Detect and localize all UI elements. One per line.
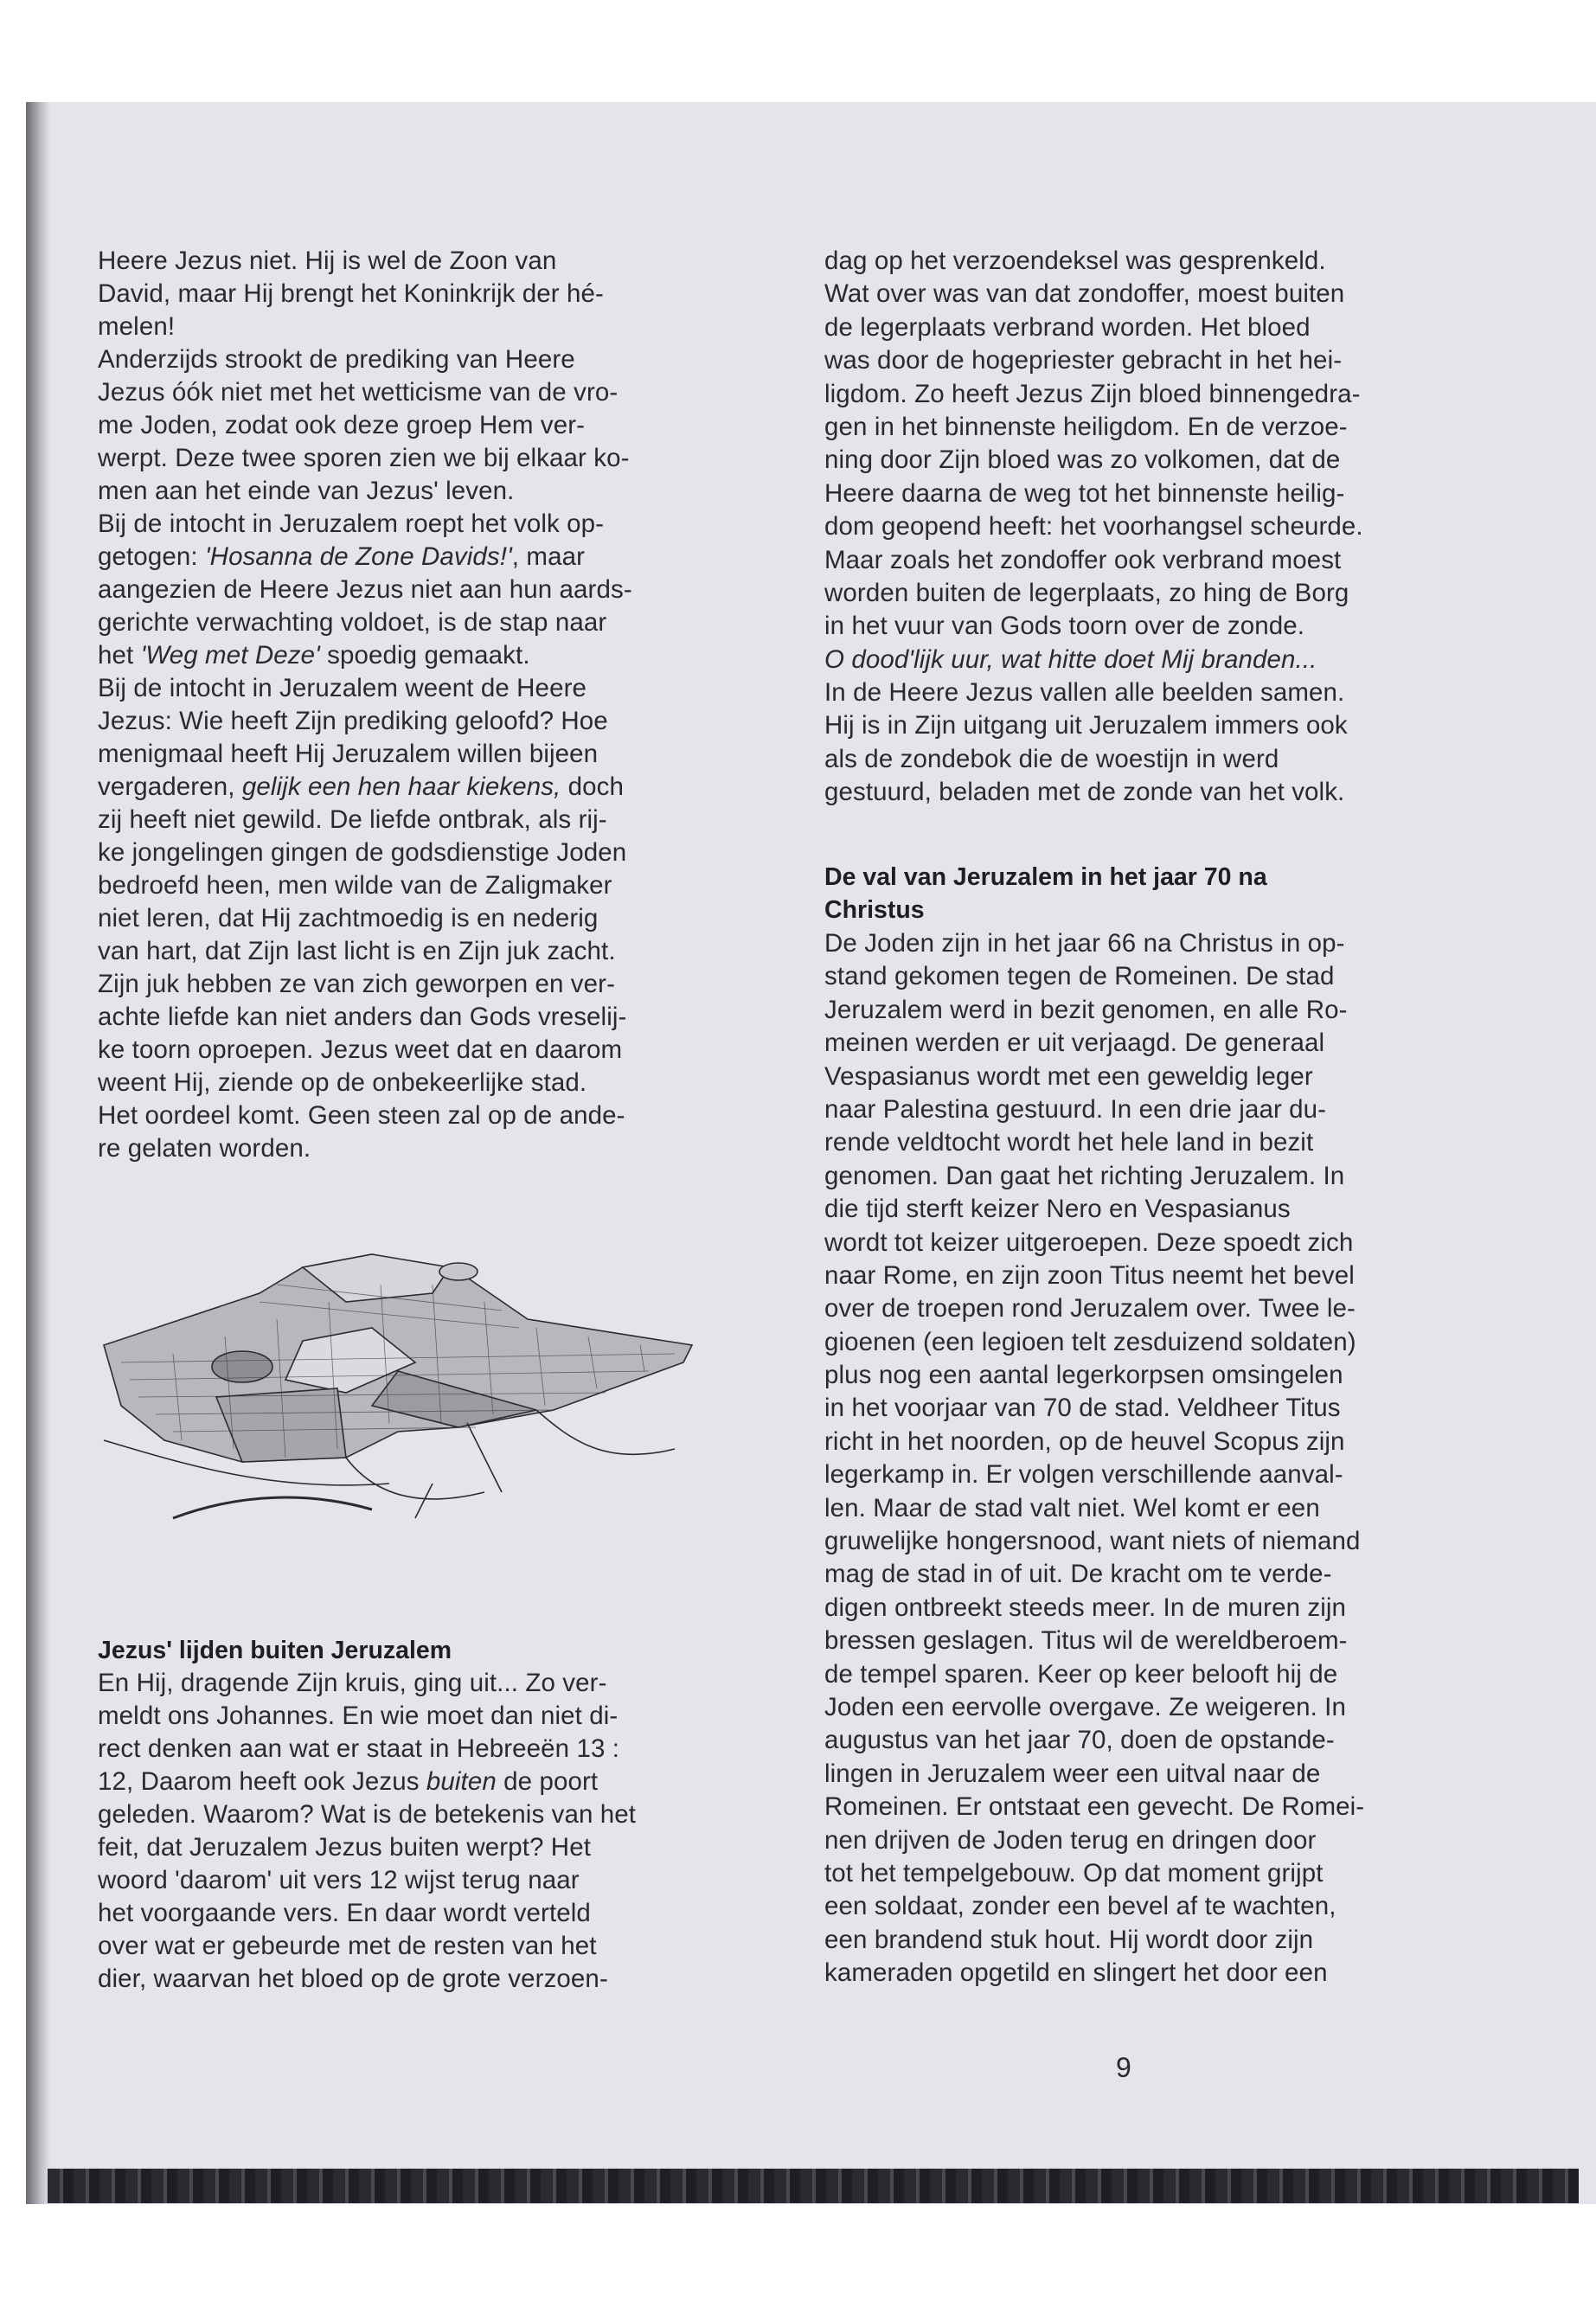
text-line: gruwelijke hongersnood, want niets of niemand — [824, 1527, 1361, 1556]
text-line: woord 'daarom' uit vers 12 wijst terug naar — [98, 1866, 580, 1894]
text-line: gen in het binnenste heiligdom. En de verzoe- — [824, 412, 1348, 441]
text-line: bressen geslagen. Titus wil de wereldberoem- — [824, 1626, 1348, 1656]
text-line: Heere Jezus niet. Hij is wel de Zoon van — [98, 247, 557, 275]
left-column-text-2 — [98, 1667, 636, 1996]
italic-text: gelijk een hen haar kiekens, — [241, 772, 561, 801]
text-line: Bij de intocht in Jeruzalem weent de Heere — [98, 674, 587, 702]
text-line: weent Hij, ziende op de onbekeerlijke stad. — [98, 1068, 587, 1097]
italic-text: O dood'lijk uur, wat hitte doet Mij branden... — [824, 644, 1317, 674]
text-line: rende veldtocht wordt het hele land in bezit — [824, 1128, 1314, 1157]
text-line: de tempel sparen. Keer op keer belooft hij de — [824, 1659, 1338, 1689]
text-segment: doch — [561, 772, 625, 801]
text-line: De Joden zijn in het jaar 66 na Christus in op- — [824, 929, 1345, 958]
italic-text: 'Hosanna de Zone Davids!' — [204, 542, 512, 571]
text-line: David, maar Hij brengt het Koninkrijk der hé- — [98, 279, 604, 308]
text-line: dag op het verzoendeksel was gesprenkeld. — [824, 247, 1326, 275]
text-line — [98, 1766, 636, 1798]
text-line: het voorgaande vers. En daar wordt verteld — [98, 1899, 591, 1927]
text-line: ning door Zijn bloed was zo volkomen, dat de — [824, 445, 1341, 475]
text-line: over wat er gebeurde met de resten van het — [98, 1932, 597, 1960]
text-line: re gelaten worden. — [98, 1134, 311, 1163]
text-line — [824, 644, 1363, 676]
section-heading-line: Christus — [824, 896, 925, 924]
italic-text: buiten — [426, 1767, 497, 1796]
text-line: de legerplaats verbrand worden. Het bloed — [824, 312, 1311, 342]
section-heading-val-van-jeruzalem — [824, 861, 1267, 926]
text-line: feit, dat Jeruzalem Jezus buiten werpt? Het — [98, 1833, 591, 1862]
section-heading-line: De val van Jeruzalem in het jaar 70 na — [824, 863, 1267, 891]
text-line: lingen in Jeruzalem weer een uitval naar de — [824, 1759, 1321, 1788]
text-line: legerkamp in. Er volgen verschillende aanval- — [824, 1460, 1343, 1490]
text-line: Het oordeel komt. Geen steen zal op de ande- — [98, 1101, 625, 1130]
text-line: gestuurd, beladen met de zonde van het volk. — [824, 778, 1345, 807]
text-line: achte liefde kan niet anders dan Gods vreselij- — [98, 1003, 627, 1031]
text-line: naar Rome, en zijn zoon Titus neemt het bevel — [824, 1260, 1355, 1290]
text-line: mag de stad in of uit. De kracht om te verde- — [824, 1560, 1332, 1589]
text-line: men aan het einde van Jezus' leven. — [98, 477, 515, 505]
text-line: Jezus óók niet met het wetticisme van de vro- — [98, 378, 619, 407]
text-line: kameraden opgetild en slingert het door een — [824, 1958, 1328, 1988]
text-line: En Hij, dragende Zijn kruis, ging uit... Zo ver- — [98, 1669, 607, 1697]
text-line — [98, 639, 632, 672]
text-line: werpt. Deze twee sporen zien we bij elkaar ko- — [98, 444, 630, 472]
text-segment: , maar — [511, 542, 585, 571]
text-line: bedroefd heen, men wilde van de Zaligmaker — [98, 871, 612, 900]
text-line: van hart, dat Zijn last licht is en Zijn juk zacht. — [98, 937, 616, 965]
text-line: Heere daarna de weg tot het binnenste heilig- — [824, 478, 1345, 508]
text-line: Anderzijds strookt de prediking van Heere — [98, 345, 575, 374]
text-line: genomen. Dan gaat het richting Jeruzalem. In — [824, 1161, 1345, 1190]
text-line: Bij de intocht in Jeruzalem roept het volk op- — [98, 510, 605, 538]
text-line: meinen werden er uit verjaagd. De generaal — [824, 1029, 1325, 1058]
text-line — [98, 541, 632, 574]
text-line: rect denken aan wat er staat in Hebreeën 13 : — [98, 1734, 620, 1763]
text-line: tot het tempelgebouw. Op dat moment grijpt — [824, 1858, 1324, 1888]
text-line: Romeinen. Er ontstaat een gevecht. De Romei- — [824, 1792, 1365, 1822]
text-line: menigmaal heeft Hij Jeruzalem willen bijeen — [98, 740, 599, 768]
text-line: Jeruzalem werd in bezit genomen, en alle Ro- — [824, 995, 1348, 1024]
text-line: Hij is in Zijn uitgang uit Jeruzalem immers ook — [824, 711, 1348, 740]
text-line: digen ontbreekt steeds meer. In de muren zijn — [824, 1593, 1347, 1622]
text-segment: de poort — [496, 1767, 599, 1796]
text-line: zij heeft niet gewild. De liefde ontbrak, als rij- — [98, 805, 607, 834]
text-line: me Joden, zodat ook deze groep Hem ver- — [98, 411, 586, 439]
text-line: ke toorn oproepen. Jezus weet dat en daarom — [98, 1035, 623, 1064]
text-line: Jezus: Wie heeft Zijn prediking geloofd? Hoe — [98, 707, 608, 735]
text-line: Zijn juk hebben ze van zich geworpen en ver- — [98, 970, 616, 998]
text-line: meldt ons Johannes. En wie moet dan niet di- — [98, 1702, 619, 1730]
text-line: gerichte verwachting voldoet, is de stap naar — [98, 608, 607, 637]
text-line — [98, 771, 632, 804]
section-heading-jezus-lijden: Jezus' lijden buiten Jeruzalem — [98, 1637, 452, 1664]
text-line: plus nog een aantal legerkorpsen omsingelen — [824, 1361, 1343, 1390]
text-line: geleden. Waarom? Wat is de betekenis van het — [98, 1800, 637, 1829]
text-line: len. Maar de stad valt niet. Wel komt er een — [824, 1493, 1320, 1522]
page-bottom-edge — [48, 2169, 1579, 2203]
text-line: Wat over was van dat zondoffer, moest buiten — [824, 279, 1345, 309]
text-line: in het vuur van Gods toorn over de zonde. — [824, 612, 1305, 641]
text-segment: spoedig gemaakt. — [319, 641, 530, 670]
text-segment: 12, Daarom heeft ook Jezus — [98, 1767, 426, 1796]
text-line: een soldaat, zonder een bevel af te wachten, — [824, 1892, 1336, 1921]
text-line: Maar zoals het zondoffer ook verbrand moest — [824, 545, 1342, 574]
text-line: gioenen (een legioen telt zesduizend soldaten) — [824, 1327, 1356, 1356]
text-line: wordt tot keizer uitgeroepen. Deze spoedt zich — [824, 1227, 1354, 1257]
right-column-text-2 — [824, 927, 1364, 1990]
text-line: melen! — [98, 312, 176, 341]
text-line: in het voorjaar van 70 de stad. Veldheer Titus — [824, 1394, 1341, 1423]
text-line: die tijd sterft keizer Nero en Vespasianus — [824, 1195, 1291, 1224]
text-line: dom geopend heeft: het voorhangsel scheurde. — [824, 512, 1363, 542]
text-segment: vergaderen, — [98, 772, 242, 801]
page-number: 9 — [1116, 2052, 1131, 2083]
text-line: Joden een eervolle overgave. Ze weigeren. In — [824, 1692, 1346, 1721]
text-line: dier, waarvan het bloed op de grote verzoen- — [98, 1965, 608, 1993]
text-line: niet leren, dat Hij zachtmoedig is en nederig — [98, 904, 599, 933]
text-segment: het — [98, 641, 141, 670]
text-line: stand gekomen tegen de Romeinen. De stad — [824, 962, 1335, 991]
jerusalem-illustration — [87, 1233, 709, 1618]
text-line: was door de hogepriester gebracht in het hei- — [824, 346, 1343, 375]
text-line: augustus van het jaar 70, doen de opstande- — [824, 1726, 1335, 1755]
italic-text: 'Weg met Deze' — [140, 641, 320, 670]
book-spine-edge — [26, 102, 50, 2204]
right-column-text-1 — [824, 245, 1363, 810]
text-line: ke jongelingen gingen de godsdienstige Joden — [98, 838, 627, 867]
text-line: over de troepen rond Jeruzalem over. Twee le- — [824, 1294, 1356, 1324]
text-line: worden buiten de legerplaats, zo hing de Borg — [824, 578, 1349, 607]
text-line: aangezien de Heere Jezus niet aan hun aards- — [98, 575, 632, 604]
text-line: als de zondebok die de woestijn in werd — [824, 744, 1279, 773]
text-line: naar Palestina gestuurd. In een drie jaar du- — [824, 1094, 1327, 1124]
text-line: richt in het noorden, op de heuvel Scopus zijn — [824, 1426, 1345, 1456]
text-line: een brandend stuk hout. Hij wordt door zijn — [824, 1925, 1314, 1954]
text-line: nen drijven de Joden terug en dringen door — [824, 1825, 1317, 1855]
left-column-text-1 — [98, 245, 632, 1165]
text-line: Vespasianus wordt met een geweldig leger — [824, 1061, 1313, 1091]
text-line: ligdom. Zo heeft Jezus Zijn bloed binnengedra- — [824, 379, 1361, 408]
text-line: In de Heere Jezus vallen alle beelden samen. — [824, 678, 1345, 708]
text-segment: getogen: — [98, 542, 205, 571]
